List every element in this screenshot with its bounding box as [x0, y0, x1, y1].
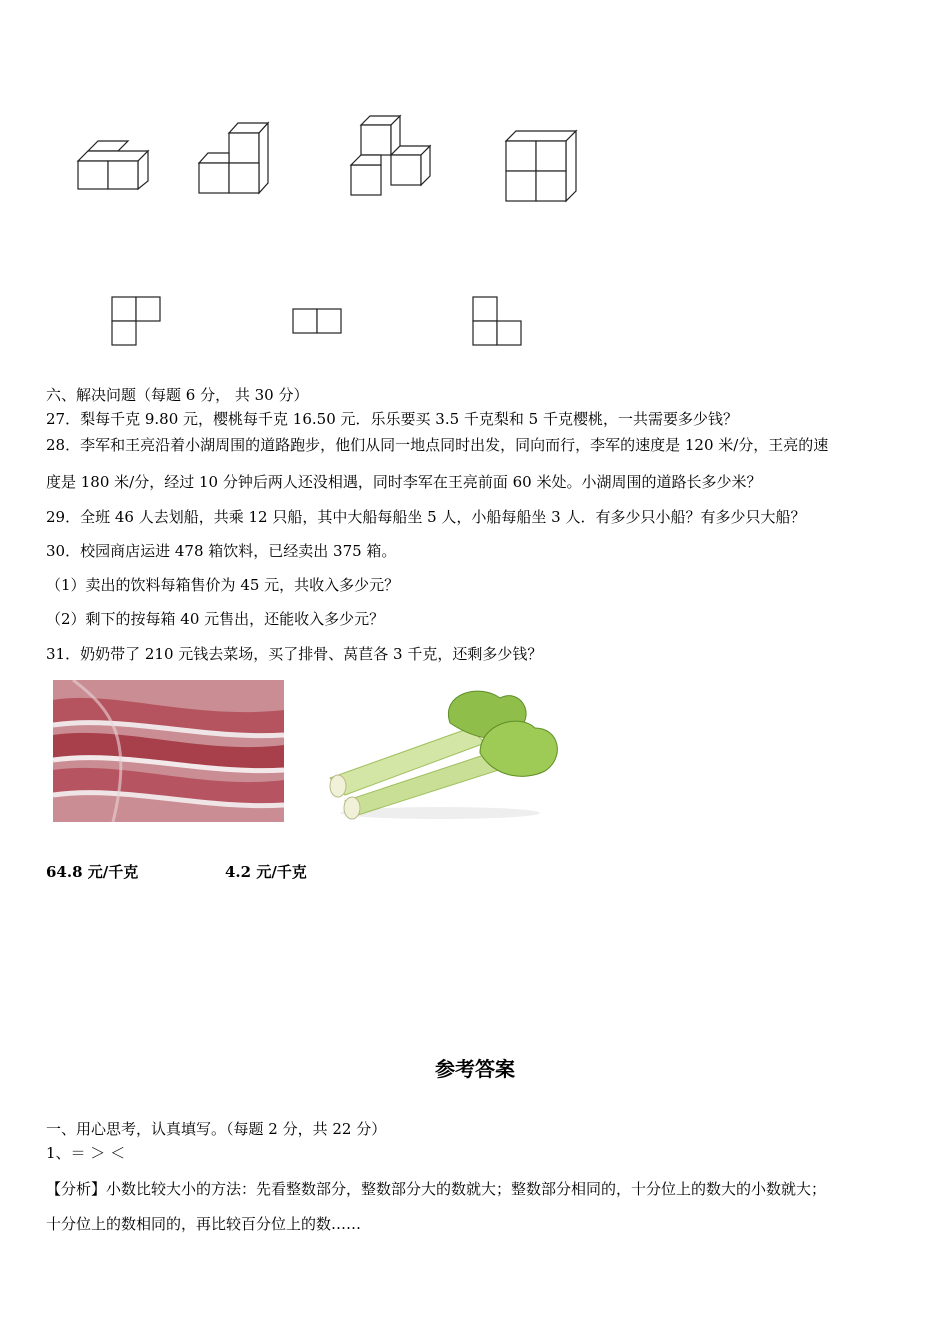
ribs-image: [53, 680, 284, 822]
answer-section1: 一、用心思考，认真填写。（每题 2 分，共 22 分）: [46, 1120, 387, 1138]
cube-figure-4: [506, 131, 576, 201]
lettuce-image: [320, 683, 560, 825]
question-30: 30．校园商店运进 478 箱饮料，已经卖出 375 箱。: [46, 542, 397, 560]
ribs-price: 64.8 元/千克: [46, 863, 139, 881]
lettuce-price: 4.2 元/千克: [225, 863, 307, 881]
view-shape-3: [473, 297, 521, 345]
question-28-line2: 度是 180 米/分，经过 10 分钟后两人还没相遇，同时李军在王亮前面 60 米处。小湖周围的道路长多少米？: [46, 473, 762, 491]
answer-1: 1、＝ ＞ ＜: [46, 1144, 126, 1162]
answer-analysis-line2: 十分位上的数相同的，再比较百分位上的数……: [46, 1215, 362, 1233]
question-27: 27．梨每千克 9.80 元，樱桃每千克 16.50 元．乐乐要买 3.5 千克梨和 5 千克樱桃，一共需要多少钱？: [46, 410, 738, 428]
cube-figure-2: [199, 123, 268, 193]
section6-heading: 六、解决问题（每题 6 分， 共 30 分）: [46, 386, 309, 404]
question-30-part1: （1）卖出的饮料每箱售价为 45 元，共收入多少元？: [46, 576, 400, 594]
question-29: 29．全班 46 人去划船，共乘 12 只船，其中大船每船坐 5 人，小船每船坐 3 人．有多少只小船？有多少只大船？: [46, 508, 806, 526]
question-28-line1: 28．李军和王亮沿着小湖周围的道路跑步，他们从同一地点同时出发，同向而行，李军的速度是 120 米/分，王亮的速: [46, 436, 829, 454]
answer-analysis-line1: 【分析】小数比较大小的方法：先看整数部分，整数部分大的数就大；整数部分相同的，十分位上的数大的小数就大；: [46, 1180, 827, 1198]
answer-title: 参考答案: [435, 1057, 515, 1081]
question-31: 31．奶奶带了 210 元钱去菜场，买了排骨、莴苣各 3 千克，还剩多少钱？: [46, 645, 543, 663]
cube-figure-3: [351, 116, 430, 195]
cube-figure-1: [78, 141, 148, 189]
view-shape-1: [112, 297, 160, 345]
question-30-part2: （2）剩下的按每箱 40 元售出，还能收入多少元？: [46, 610, 385, 628]
view-shape-2: [293, 309, 341, 333]
